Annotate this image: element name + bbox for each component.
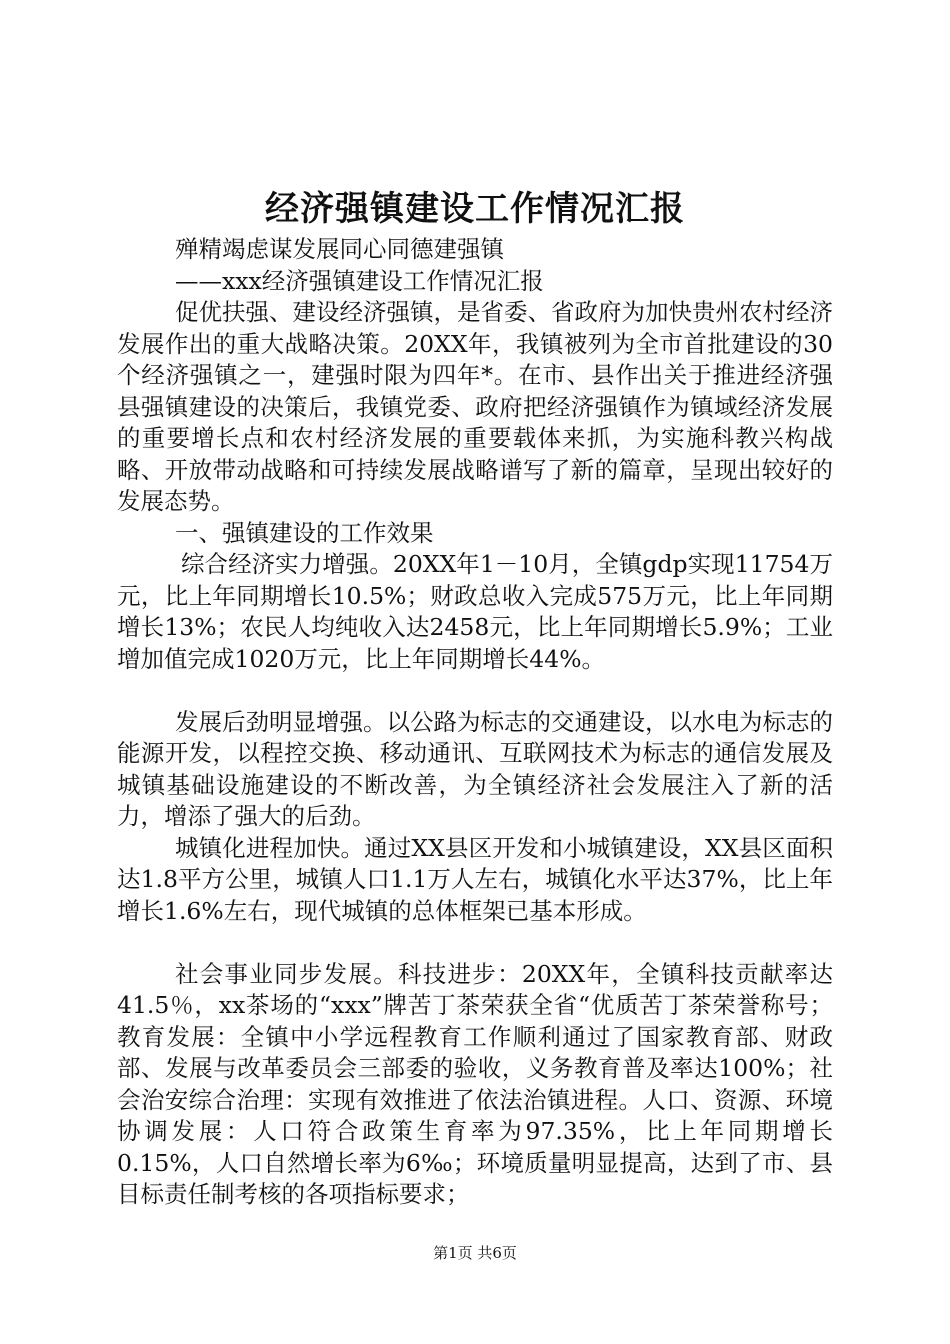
paragraph-social-development: 社会事业同步发展。科技进步：20XX年，全镇科技贡献率达41.5％，xx茶场的“xxx”牌苦丁茶荣获全省“优质苦丁茶荣誉称号；教育发展：全镇中小学远程教育工作顺利通过了国家教育部、财政部、发展与改革委员会三部委的验收，义务教育普及率达100%；社会治安综合治理：实现有效推进了依法治镇进程。人口、资源、环境协调发展：人口符合政策生育率为97.35%，比上年同期增长0.15%，人口自然增长率为6‰；环境质量明显提高，达到了市、县目标责任制考核的各项指标要求； <box>117 959 833 1208</box>
intro-paragraph: 促优扶强、建设经济强镇，是省委、省政府为加快贵州农村经济发展作出的重大战略决策。20XX年，我镇被列为全市首批建设的30个经济强镇之一，建强时限为四年*。在市、县作出关于推进经济强县强镇建设的决策后，我镇党委、政府把经济强镇作为镇域经济发展的重要增长点和农村经济发展的重要载体来抓，为实施科教兴构战略、开放带动战略和可持续发展战略谱写了新的篇章，呈现出较好的发展态势。 <box>117 298 833 515</box>
paragraph-economic-strength: 综合经济实力增强。20XX年1－10月，全镇gdp实现11754万元，比上年同期增长10.5%；财政总收入完成575万元，比上年同期增长13%；农民人均纯收入达2458元，比上年同期增长5.9%；工业增加值完成1020万元，比上年同期增长44%。 <box>117 550 833 673</box>
paragraph-spacer <box>117 927 833 959</box>
subtitle-line-2: ——xxx经济强镇建设工作情况汇报 <box>175 266 544 295</box>
paragraph-development-momentum: 发展后劲明显增强。以公路为标志的交通建设，以水电为标志的能源开发，以程控交换、移动通讯、互联网技术为标志的通信发展及城镇基础设施建设的不断改善，为全镇经济社会发展注入了新的活力，增添了强大的后劲。 <box>117 707 833 830</box>
section-heading: 一、强镇建设的工作效果 <box>175 518 434 547</box>
document-title: 经济强镇建设工作情况汇报 <box>265 189 685 229</box>
paragraph-urbanization: 城镇化进程加快。通过XX县区开发和小城镇建设，XX县区面积达1.8平方公里，城镇人口1.1万人左右，城镇化水平达37%，比上年增长1.6%左右，现代城镇的总体框架已基本形成。 <box>117 833 833 925</box>
page-footer: 第1页 共6页 <box>433 1244 517 1262</box>
paragraph-spacer <box>117 675 833 707</box>
document-body <box>117 234 833 1211</box>
subtitle: 殚精竭虑谋发展同心同德建强镇 <box>175 235 504 263</box>
